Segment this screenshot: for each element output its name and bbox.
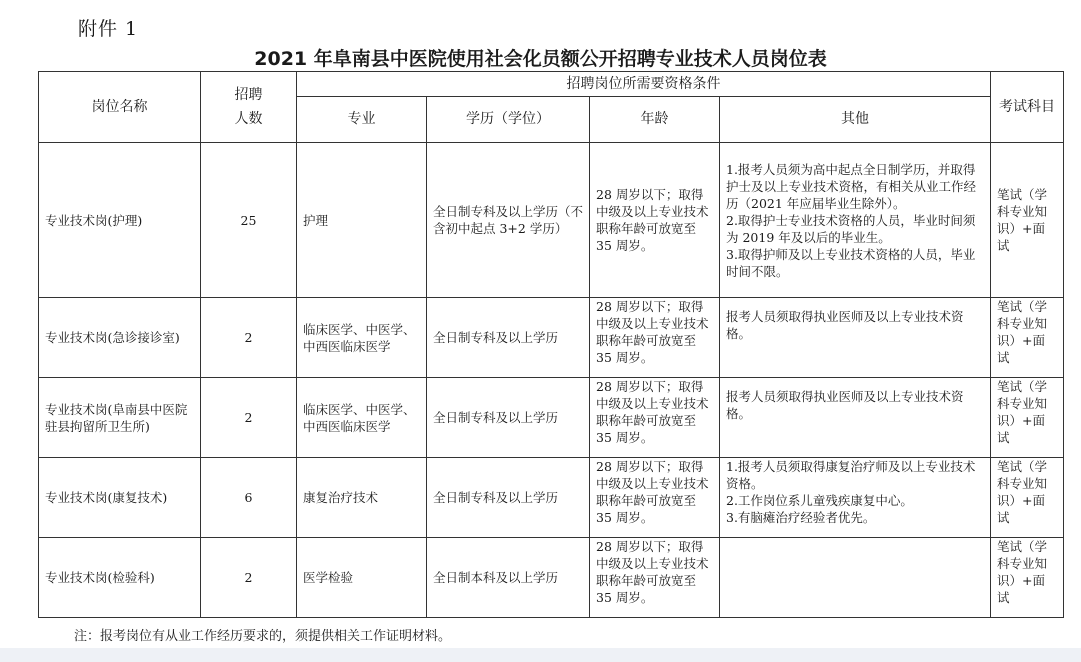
header-count	[201, 72, 297, 143]
cell-exam: 笔试（学科专业知识）+面试	[991, 378, 1064, 458]
footnote: 注：报考岗位有从业工作经历要求的，须提供相关工作证明材料。	[74, 629, 452, 644]
cell-position: 专业技术岗(康复技术)	[39, 458, 201, 538]
cell-other: 报考人员须取得执业医师及以上专业技术资格。	[720, 378, 991, 458]
table-row	[39, 378, 1064, 458]
cell-age: 28 周岁以下；取得中级及以上专业技术职称年龄可放宽至 35 周岁。	[590, 458, 720, 538]
cell-education: 全日制专科及以上学历	[427, 298, 590, 378]
cell-count: 6	[201, 458, 297, 538]
cell-major: 医学检验	[297, 538, 427, 618]
cell-count: 2	[201, 538, 297, 618]
cell-other: 报考人员须取得执业医师及以上专业技术资格。	[720, 298, 991, 378]
header-exam	[991, 72, 1064, 143]
cell-major: 临床医学、中医学、中西医临床医学	[297, 378, 427, 458]
header-age: 年龄	[590, 97, 720, 143]
cell-age: 28 周岁以下；取得中级及以上专业技术职称年龄可放宽至 35 周岁。	[590, 378, 720, 458]
header-major: 专业	[297, 97, 427, 143]
cell-age: 28 周岁以下；取得中级及以上专业技术职称年龄可放宽至 35 周岁。	[590, 143, 720, 298]
cell-exam: 笔试（学科专业知识）+面试	[991, 298, 1064, 378]
cell-other: 1.报考人员须为高中起点全日制学历，并取得护士及以上专业技术资格，有相关从业工作经历（2021 年应届毕业生除外）。 2.取得护士专业技术资格的人员，毕业时间须为 2019 年及以后的毕业生。 3.取得护师及以上专业技术资格的人员，毕业时间不限。	[720, 143, 991, 298]
cell-education: 全日制专科及以上学历	[427, 378, 590, 458]
table-row	[39, 538, 1064, 618]
header-education: 学历（学位）	[427, 97, 590, 143]
cell-age: 28 周岁以下；取得中级及以上专业技术职称年龄可放宽至 35 周岁。	[590, 298, 720, 378]
cell-education: 全日制本科及以上学历	[427, 538, 590, 618]
positions-table	[38, 71, 1064, 618]
cell-major: 临床医学、中医学、中西医临床医学	[297, 298, 427, 378]
cell-exam: 笔试（学科专业知识）+面试	[991, 143, 1064, 298]
cell-other: 1.报考人员须取得康复治疗师及以上专业技术资格。 2.工作岗位系儿童残疾康复中心。 3.有脑瘫治疗经验者优先。	[720, 458, 991, 538]
cell-education: 全日制专科及以上学历（不含初中起点 3+2 学历）	[427, 143, 590, 298]
attachment-label: 附件 1	[78, 18, 139, 40]
header-position: 岗位名称	[39, 72, 201, 143]
table-row	[39, 143, 1064, 298]
table-row	[39, 458, 1064, 538]
cell-position: 专业技术岗(阜南县中医院驻县拘留所卫生所)	[39, 378, 201, 458]
cell-position: 专业技术岗(急诊接诊室)	[39, 298, 201, 378]
cell-exam: 笔试（学科专业知识）+面试	[991, 538, 1064, 618]
cell-other	[720, 538, 991, 618]
header-other: 其他	[720, 97, 991, 143]
header-exam-text: 考试科目	[999, 99, 1055, 115]
cell-count: 2	[201, 298, 297, 378]
cell-major: 康复治疗技术	[297, 458, 427, 538]
cell-age: 28 周岁以下；取得中级及以上专业技术职称年龄可放宽至 35 周岁。	[590, 538, 720, 618]
cell-education: 全日制专科及以上学历	[427, 458, 590, 538]
cell-major: 护理	[297, 143, 427, 298]
table-title: 2021 年阜南县中医院使用社会化员额公开招聘专业技术人员岗位表	[254, 48, 827, 70]
cell-count: 25	[201, 143, 297, 298]
header-count-text: 招聘人数	[234, 87, 263, 127]
header-conditions: 招聘岗位所需要资格条件	[297, 72, 991, 97]
cell-exam: 笔试（学科专业知识）+面试	[991, 458, 1064, 538]
cell-position: 专业技术岗(检验科)	[39, 538, 201, 618]
cell-count: 2	[201, 378, 297, 458]
table-row	[39, 298, 1064, 378]
cell-position: 专业技术岗(护理)	[39, 143, 201, 298]
